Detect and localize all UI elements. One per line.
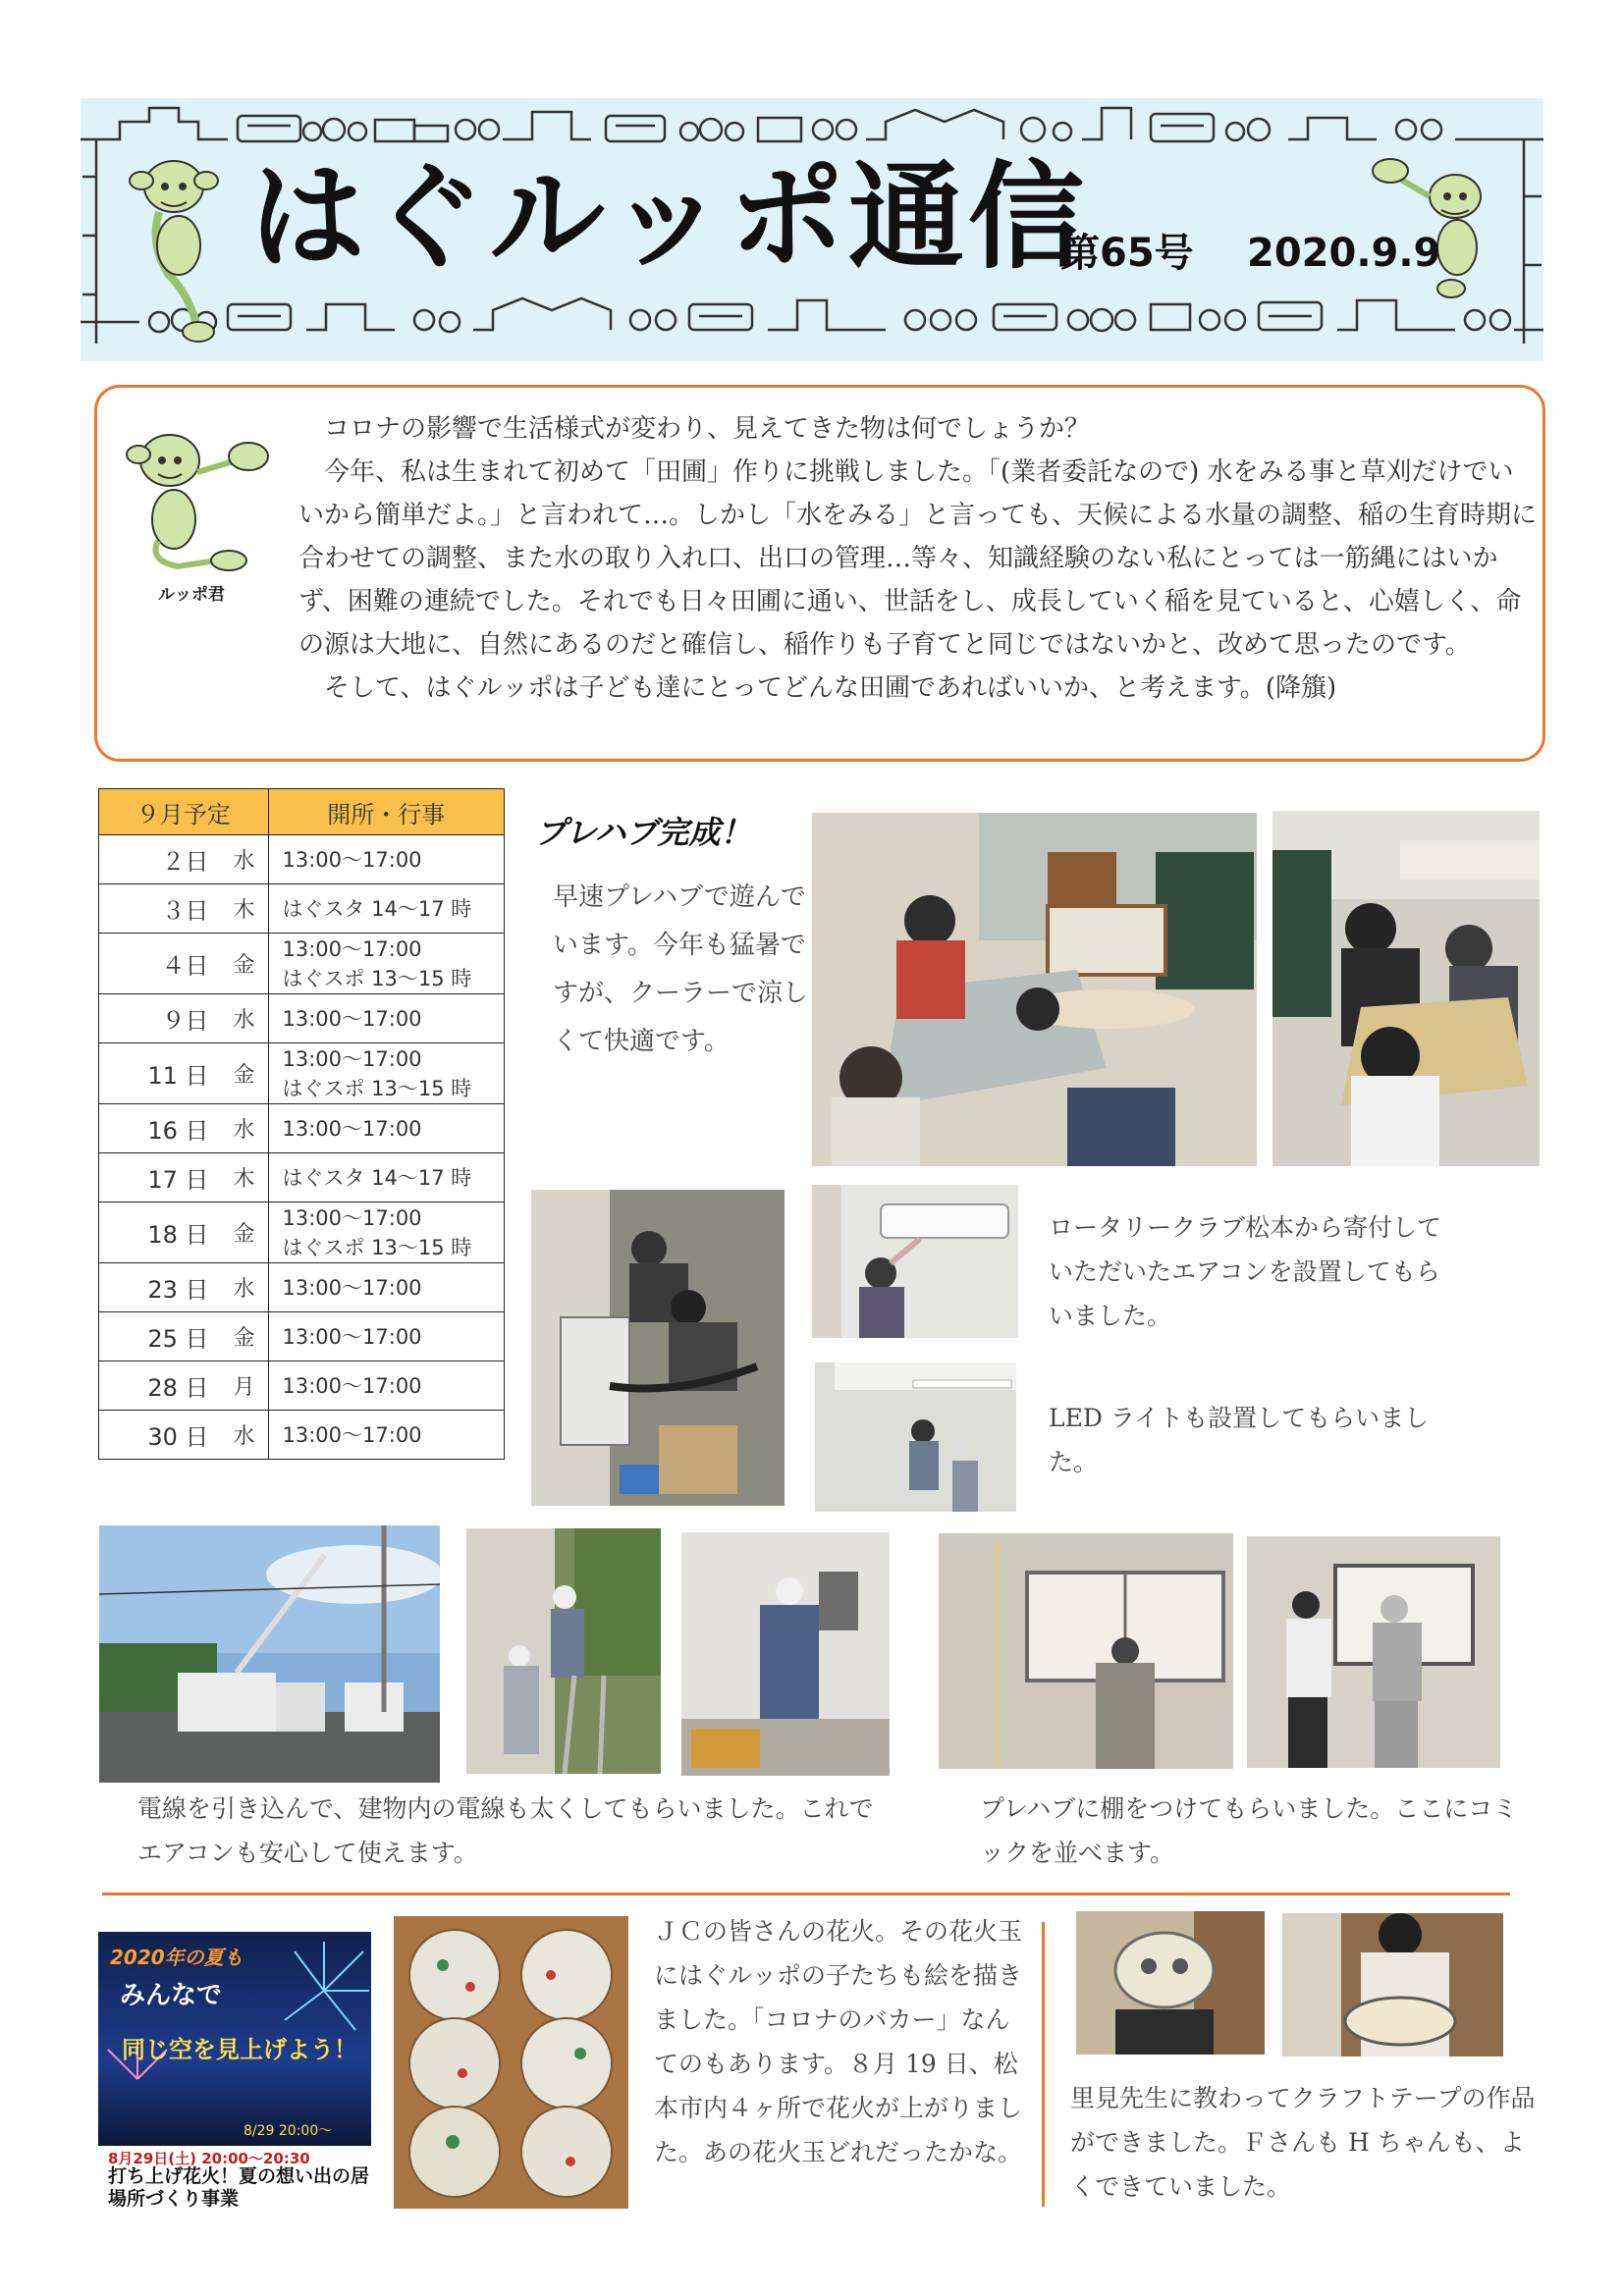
vertical-divider <box>1042 1922 1045 2207</box>
photo-kids-at-table <box>1272 811 1540 1166</box>
poster-caption-title: 打ち上げ花火！夏の想い出の居場所づくり事業 <box>108 2165 370 2210</box>
schedule-row <box>99 934 505 994</box>
photo-craft-bowl-child <box>1282 1913 1503 2056</box>
intro-paragraph: 今年、私は生まれて初めて「田圃」作りに挑戦しました。「(業者委託なので) 水をみる事と草刈だけでいいから簡単だよ。」と言われて…。しかし「水をみる」と言っても、天候による水量の調整、稲の生育時期に合わせての調整、また水の取り入れ口、出口の管理…等々、知識経験のない私にとっては一筋縄にはいかず、困難の連続でした。それでも日々田圃に通い、世話をし、成長していく稲を見ていると、心嬉しく、命の源は大地に、自然にあるのだと確信し、稲作りも子育てと同じではないかと、改めて思ったのです。 <box>298 457 1538 660</box>
schedule-events <box>268 994 505 1043</box>
schedule-events <box>268 1202 505 1263</box>
schedule-events <box>268 835 505 884</box>
intro-paragraph: そして、はぐルッポは子ども達にとってどんな田圃であればいいか、と考えます。(降籏) <box>324 673 1337 703</box>
schedule-event: 13:00～17:00 <box>282 1205 422 1230</box>
schedule-day: ２日 <box>99 835 221 884</box>
schedule-weekday: 水 <box>221 1411 269 1460</box>
mascot-rupo-icon <box>119 413 276 580</box>
fireworks-poster <box>98 1932 371 2146</box>
schedule-row <box>99 1411 505 1460</box>
poster-caption-time: 8月29日(土) 20:00～20:30 <box>108 2150 310 2167</box>
photo-painted-firework-shells <box>394 1916 628 2209</box>
mascot-caption: ルッポ君 <box>158 585 225 605</box>
schedule-weekday: 水 <box>221 994 269 1043</box>
masthead-banner <box>81 98 1543 361</box>
schedule-day: 23 日 <box>99 1263 221 1312</box>
schedule-event: 13:00～17:00 <box>282 1373 422 1398</box>
schedule-event: 13:00～17:00 <box>282 1275 422 1300</box>
poster-year-line: 2020年の夏も <box>110 1946 244 1969</box>
schedule-event: はぐスタ 14～17 時 <box>282 896 472 921</box>
photo-kids-playing-cards <box>812 813 1257 1166</box>
schedule-day: 25 日 <box>99 1312 221 1362</box>
schedule-event: 13:00～17:00 <box>282 847 422 872</box>
intro-paragraph: コロナの影響で生活様式が変わり、見えてきた物は何でしょうか？ <box>324 414 1091 444</box>
schedule-weekday: 木 <box>221 1153 269 1202</box>
schedule-event: はぐスポ 13～15 時 <box>282 1076 472 1100</box>
schedule-weekday: 金 <box>221 934 269 994</box>
schedule-weekday: 水 <box>221 835 269 884</box>
schedule-event: はぐスポ 13～15 時 <box>282 1235 472 1259</box>
wiring-text: 電線を引き込んで、建物内の電線も太くしてもらいました。これでエアコンも安心して使えます。 <box>137 1794 874 1867</box>
schedule-header-month: ９月予定 <box>99 789 269 835</box>
schedule-weekday: 金 <box>221 1312 269 1362</box>
schedule-events <box>268 1153 505 1202</box>
issue-date: 2020.9.9 <box>1247 231 1441 276</box>
schedule-event: はぐスポ 13～15 時 <box>282 966 472 990</box>
schedule-event: 13:00～17:00 <box>282 1046 422 1071</box>
issue-number: 第65号 <box>1060 231 1194 276</box>
schedule-row <box>99 835 505 884</box>
photo-shelf-install <box>939 1533 1233 1769</box>
schedule-event: 13:00～17:00 <box>282 1324 422 1349</box>
schedule-weekday: 水 <box>221 1263 269 1312</box>
schedule-event: 13:00～17:00 <box>282 936 422 961</box>
schedule-events <box>268 884 505 934</box>
schedule-row <box>99 1362 505 1411</box>
aircon-donation-text: ロータリークラブ松本から寄付していただいたエアコンを設置してもらいました。 <box>1049 1213 1442 1330</box>
poster-line-3: 同じ空を見上げよう！ <box>122 2036 357 2063</box>
schedule-events <box>268 1104 505 1153</box>
schedule-weekday: 金 <box>221 1043 269 1104</box>
prefab-text: 早速プレハブで遊んでいます。今年も猛暑ですが、クーラーで涼しくて快適です。 <box>553 882 809 1056</box>
schedule-events <box>268 934 505 994</box>
schedule-events <box>268 1312 505 1362</box>
intro-box <box>94 385 1545 762</box>
schedule-events <box>268 1362 505 1411</box>
schedule-row <box>99 1104 505 1153</box>
prefab-heading: プレハブ完成！ <box>535 814 752 851</box>
schedule-day: 11 日 <box>99 1043 221 1104</box>
schedule-event: 13:00～17:00 <box>282 1116 422 1141</box>
schedule-weekday: 月 <box>221 1362 269 1411</box>
photo-led-light-install <box>815 1362 1016 1512</box>
schedule-day: ４日 <box>99 934 221 994</box>
schedule-events <box>268 1411 505 1460</box>
photo-outdoor-aircon-install <box>531 1190 785 1506</box>
fireworks-poster-caption <box>98 2146 371 2210</box>
schedule-day: 17 日 <box>99 1153 221 1202</box>
poster-date: 8/29 20:00～ <box>244 2123 333 2139</box>
intro-text <box>298 407 1538 710</box>
shelf-text: プレハブに棚をつけてもらいました。ここにコミックを並べます。 <box>980 1794 1518 1867</box>
photo-craft-basket-child <box>1076 1911 1265 2055</box>
schedule-events <box>268 1263 505 1312</box>
photo-worker-on-ladder <box>466 1528 661 1774</box>
poster-line-2: みんなで <box>120 1981 223 2010</box>
schedule-weekday: 金 <box>221 1202 269 1263</box>
craft-text: 里見先生に教わってクラフトテープの作品ができました。Ｆさんも H ちゃんも、よくできていました。 <box>1070 2084 1536 2201</box>
schedule-weekday: 水 <box>221 1104 269 1153</box>
schedule-row <box>99 1202 505 1263</box>
photo-two-men-room <box>1247 1536 1500 1768</box>
schedule-day: 30 日 <box>99 1411 221 1460</box>
mascot-right-icon <box>1373 159 1481 297</box>
photo-indoor-aircon <box>812 1185 1018 1338</box>
schedule-day: ９日 <box>99 994 221 1043</box>
schedule-row <box>99 1312 505 1362</box>
schedule-events <box>268 1043 505 1104</box>
section-divider <box>102 1893 1510 1896</box>
schedule-day: 18 日 <box>99 1202 221 1263</box>
schedule-event: はぐスタ 14～17 時 <box>282 1165 472 1190</box>
schedule-event: 13:00～17:00 <box>282 1422 422 1447</box>
schedule-day: 16 日 <box>99 1104 221 1153</box>
schedule-weekday: 木 <box>221 884 269 934</box>
schedule-day: 28 日 <box>99 1362 221 1411</box>
newsletter-title: はぐルッポ通信 <box>249 149 1089 285</box>
schedule-event: 13:00～17:00 <box>282 1006 422 1031</box>
photo-power-line-trucks <box>99 1525 440 1783</box>
schedule-row <box>99 884 505 934</box>
september-schedule-table <box>98 788 505 1460</box>
schedule-row <box>99 994 505 1043</box>
schedule-row <box>99 1263 505 1312</box>
photo-worker-at-breaker <box>681 1532 890 1776</box>
schedule-row <box>99 1153 505 1202</box>
schedule-day: ３日 <box>99 884 221 934</box>
schedule-header-row <box>99 789 505 835</box>
led-light-text: LED ライトも設置してもらいました。 <box>1049 1404 1430 1476</box>
fireworks-text: ＪＣの皆さんの花火。その花火玉にはぐルッポの子たちも絵を描きました。「コロナのバカー」なんてのもあります。８月 19 日、松本市内４ヶ所で花火が上がりました。あの花火玉どれだったかな。 <box>654 1917 1023 2166</box>
schedule-header-events: 開所・行事 <box>268 789 505 835</box>
schedule-row <box>99 1043 505 1104</box>
